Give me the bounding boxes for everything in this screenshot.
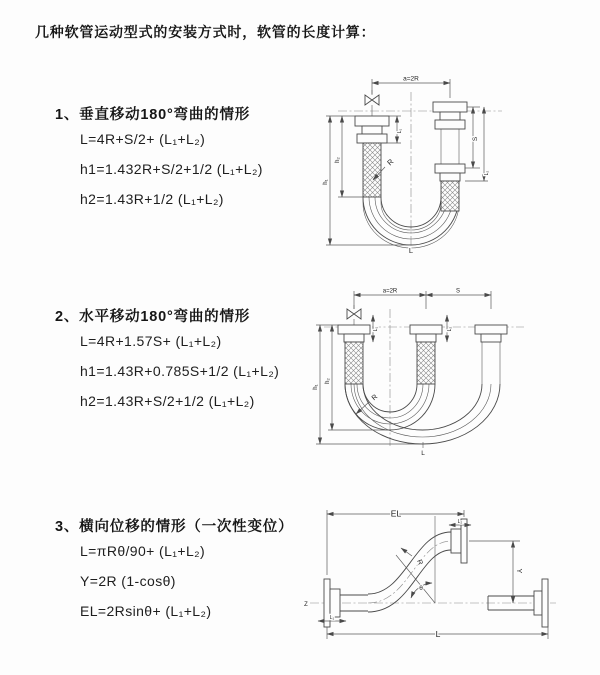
dim-l bbox=[327, 611, 548, 639]
dim-label-h2: h₂ bbox=[325, 378, 331, 384]
valve-icon bbox=[347, 305, 361, 325]
right-braid-hose bbox=[441, 181, 459, 211]
dim-label-r: R bbox=[415, 558, 424, 567]
dim-label-l1: L₁ bbox=[329, 615, 335, 621]
section2-formula-L: L=4R+1.57S+ (L₁+L₂) bbox=[80, 333, 222, 349]
left-braid-hose bbox=[363, 143, 381, 197]
dim-label-y: Y bbox=[515, 568, 522, 574]
hose-u-arcs bbox=[345, 384, 500, 444]
dim-label-theta: θ bbox=[419, 585, 423, 592]
dim-el bbox=[327, 509, 464, 576]
dim-label-r: R bbox=[385, 156, 396, 168]
dim-l2 bbox=[449, 519, 471, 525]
dim-label-h1: h₁ bbox=[313, 384, 319, 390]
dim-label-l: L bbox=[435, 629, 441, 639]
right-fitting bbox=[433, 102, 467, 211]
dim-label-r: R bbox=[370, 393, 380, 403]
left-fitting bbox=[338, 325, 370, 384]
section2-formula-h1: h1=1.43R+0.785S+1/2 (L₁+L₂) bbox=[80, 363, 280, 379]
section2-formula-h2: h2=1.43R+S/2+1/2 (L₁+L₂) bbox=[80, 393, 255, 409]
dim-label-h2: h₂ bbox=[335, 157, 341, 163]
dim-label-l: L bbox=[408, 246, 414, 255]
dim-label-span: a=2R bbox=[382, 288, 398, 295]
section3-formula-EL: EL=2Rsinθ+ (L₁+L₂) bbox=[80, 603, 212, 619]
dim-label-l2: L₂ bbox=[447, 326, 453, 332]
section3-formula-Y: Y=2R (1-cosθ) bbox=[80, 573, 176, 589]
dim-label-span: a=2R bbox=[403, 75, 419, 83]
dim-label-el: EL bbox=[390, 508, 402, 519]
valve-icon bbox=[365, 90, 379, 116]
dim-label-l2: L₂ bbox=[484, 170, 490, 176]
dim-s bbox=[465, 107, 480, 168]
dim-l2 bbox=[447, 315, 453, 342]
dim-label-l1: L₁ bbox=[397, 128, 403, 134]
diagram-vertical-180-bend bbox=[310, 70, 525, 256]
dim-h2 bbox=[335, 116, 363, 197]
section1-formula-h1: h1=1.432R+S/2+1/2 (L₁+L₂) bbox=[80, 161, 263, 177]
angle-theta-construction bbox=[396, 516, 435, 603]
dim-label-s: S bbox=[472, 136, 479, 142]
dim-l1 bbox=[318, 615, 346, 621]
diagram-horizontal-180-bend bbox=[306, 283, 541, 457]
dim-label-h1: h₁ bbox=[323, 179, 329, 185]
dim-label-l: L bbox=[421, 450, 425, 457]
section2-heading: 2、水平移动180°弯曲的情形 bbox=[55, 309, 251, 325]
dim-label-s: S bbox=[455, 288, 461, 295]
section1-formula-h2: h2=1.43R+1/2 (L₁+L₂) bbox=[80, 191, 224, 207]
dim-l1 bbox=[373, 315, 379, 342]
middle-fitting bbox=[410, 325, 442, 384]
diagram-lateral-displacement bbox=[298, 503, 590, 643]
upper-flange bbox=[451, 519, 467, 563]
left-fitting bbox=[355, 116, 389, 197]
section3-formula-L: L=πRθ/90+ (L₁+L₂) bbox=[80, 543, 206, 559]
dim-l2 bbox=[465, 107, 490, 181]
page-title: 几种软管运动型式的安装方式时，软管的长度计算： bbox=[35, 24, 376, 40]
section1-heading: 1、垂直移动180°弯曲的情形 bbox=[55, 107, 251, 123]
dim-label-l2: L₂ bbox=[457, 519, 463, 525]
radius-leader bbox=[401, 548, 424, 566]
dim-span bbox=[354, 289, 491, 310]
section3-heading: 3、横向位移的情形（一次性变位） bbox=[55, 519, 294, 535]
section1-formula-L: L=4R+S/2+ (L₁+L₂) bbox=[80, 131, 206, 147]
right-fitting-moved bbox=[475, 325, 507, 384]
datum-label-z: Z bbox=[304, 602, 308, 608]
dim-y bbox=[469, 541, 522, 603]
dim-label-l1: L₁ bbox=[373, 326, 379, 332]
